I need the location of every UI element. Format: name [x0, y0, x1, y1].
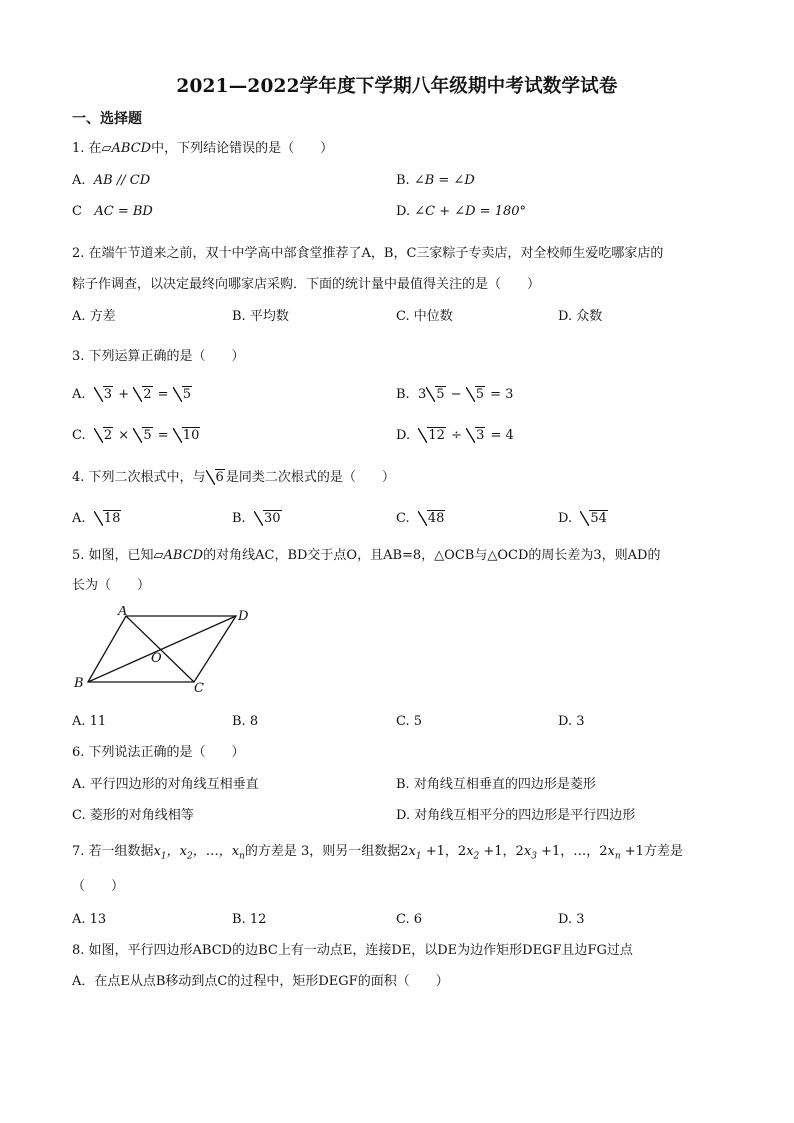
q2-option-d[interactable]: D. 众数: [558, 309, 603, 324]
q7-stem-line1: 7. 若一组数据$x_1$，$x_2$，…，$x_n$的方差是 3，则另一组数据$2x_1 +1$，$2x_2 +1$，$2x_3 +1$，…，$2x_n +1$方差是: [72, 844, 683, 862]
q6-option-b[interactable]: B. 对角线互相垂直的四边形是菱形: [396, 777, 596, 792]
q1-option-a[interactable]: A. AB // CD: [72, 173, 151, 188]
sqrt-symbol: 10: [173, 427, 201, 445]
label-b: B: [74, 676, 84, 691]
sqrt-symbol: 48: [418, 510, 446, 528]
parallelogram-symbol: ▱: [101, 141, 112, 156]
q5-option-b[interactable]: B. 8: [232, 714, 259, 729]
q7-option-c[interactable]: C. 6: [396, 912, 423, 927]
q2-stem-line2: 粽子作调查，以决定最终向哪家店采购．下面的统计量中最值得关注的是（ ）: [72, 277, 541, 292]
parallelogram-symbol: ▱: [153, 548, 164, 563]
q1-option-b[interactable]: B. ∠B = ∠D: [396, 173, 475, 188]
q2-stem-line1: 2. 在端午节道来之前，双十中学高中部食堂推荐了A，B，C三家粽子专卖店，对全校师生爱吃哪家店的: [72, 246, 664, 261]
section-heading: 一、选择题: [72, 111, 142, 127]
q6-option-d[interactable]: D. 对角线互相平分的四边形是平行四边形: [396, 808, 636, 823]
q5-option-d[interactable]: D. 3: [558, 714, 585, 729]
q3-option-c[interactable]: C. 2 × 5 = 10: [72, 428, 200, 443]
q7-stem-line2: （ ）: [72, 879, 125, 894]
diagonal-bd: [88, 616, 236, 682]
q8-stem-line1: 8. 如图，平行四边形ABCD的边BC上有一动点E，连接DE，以DE为边作矩形DEGF且边FG过点: [72, 943, 633, 958]
q7-option-d[interactable]: D. 3: [558, 912, 585, 927]
parallelogram-figure: [70, 606, 260, 696]
q8-stem-line2: A．在点E从点B移动到点C的过程中，矩形DEGF的面积（ ）: [72, 974, 449, 989]
q3-option-a[interactable]: A. 3 + 2 = 5: [72, 387, 191, 402]
q4-option-b[interactable]: B. 30: [232, 511, 281, 526]
q7-option-b[interactable]: B. 12: [232, 912, 267, 927]
label-c: C: [194, 681, 204, 696]
sqrt-symbol: 30: [254, 510, 282, 528]
q2-option-b[interactable]: B. 平均数: [232, 309, 289, 324]
q5-stem-line2: 长为（ ）: [72, 578, 151, 593]
sqrt-symbol: 6: [206, 469, 225, 487]
page-title: 2021—2022学年度下学期八年级期中考试数学试卷: [176, 76, 618, 97]
q1-stem: 1. 在▱ABCD中，下列结论错误的是（ ）: [72, 141, 334, 156]
q3-stem: 3. 下列运算正确的是（ ）: [72, 349, 245, 364]
q6-option-a[interactable]: A. 平行四边形的对角线互相垂直: [72, 777, 259, 792]
label-o: O: [151, 651, 162, 666]
sqrt-symbol: 18: [94, 510, 122, 528]
sqrt-symbol: 5: [466, 386, 485, 404]
sqrt-symbol: 5: [426, 386, 445, 404]
q3-option-d[interactable]: D. 12 ÷ 3 = 4: [396, 428, 514, 443]
q2-option-c[interactable]: C. 中位数: [396, 309, 453, 324]
sqrt-symbol: 54: [580, 510, 608, 528]
q6-option-c[interactable]: C. 菱形的对角线相等: [72, 808, 194, 823]
sqrt-symbol: 12: [418, 427, 446, 445]
sqrt-symbol: 3: [94, 386, 113, 404]
data-set-2x-plus-1: $2x_1 +1$，$2x_2 +1$，$2x_3 +1$，…，$2x_n +1$: [400, 844, 644, 862]
q5-option-c[interactable]: C. 5: [396, 714, 423, 729]
q5-stem-line1: 5. 如图，已知▱ABCD的对角线AC，BD交于点O，且AB=8，△OCB与△OCD的周长差为3，则AD的: [72, 548, 661, 563]
sqrt-symbol: 2: [133, 386, 152, 404]
q3-option-b[interactable]: B. 3 5 − 5 = 3: [396, 387, 514, 402]
data-set-x: $x_1$，$x_2$，…，$x_n$: [153, 844, 245, 862]
label-d: D: [238, 609, 249, 624]
q6-stem: 6. 下列说法正确的是（ ）: [72, 745, 245, 760]
q7-option-a[interactable]: A. 13: [72, 912, 107, 927]
q4-option-c[interactable]: C. 48: [396, 511, 445, 526]
q5-option-a[interactable]: A. 11: [72, 714, 107, 729]
q4-stem: 4. 下列二次根式中，与 6 是同类二次根式的是（ ）: [72, 470, 395, 485]
q4-option-d[interactable]: D. 54: [558, 511, 607, 526]
q1-option-c[interactable]: C AC = BD: [72, 204, 153, 219]
sqrt-symbol: 2: [94, 427, 113, 445]
label-a: A: [118, 606, 128, 619]
sqrt-symbol: 5: [133, 427, 152, 445]
q4-option-a[interactable]: A. 18: [72, 511, 121, 526]
sqrt-symbol: 5: [173, 386, 192, 404]
diagonal-ac: [126, 616, 194, 682]
q1-option-d[interactable]: D. ∠C + ∠D = 180°: [396, 204, 527, 219]
sqrt-symbol: 3: [466, 427, 485, 445]
q2-option-a[interactable]: A. 方差: [72, 309, 116, 324]
